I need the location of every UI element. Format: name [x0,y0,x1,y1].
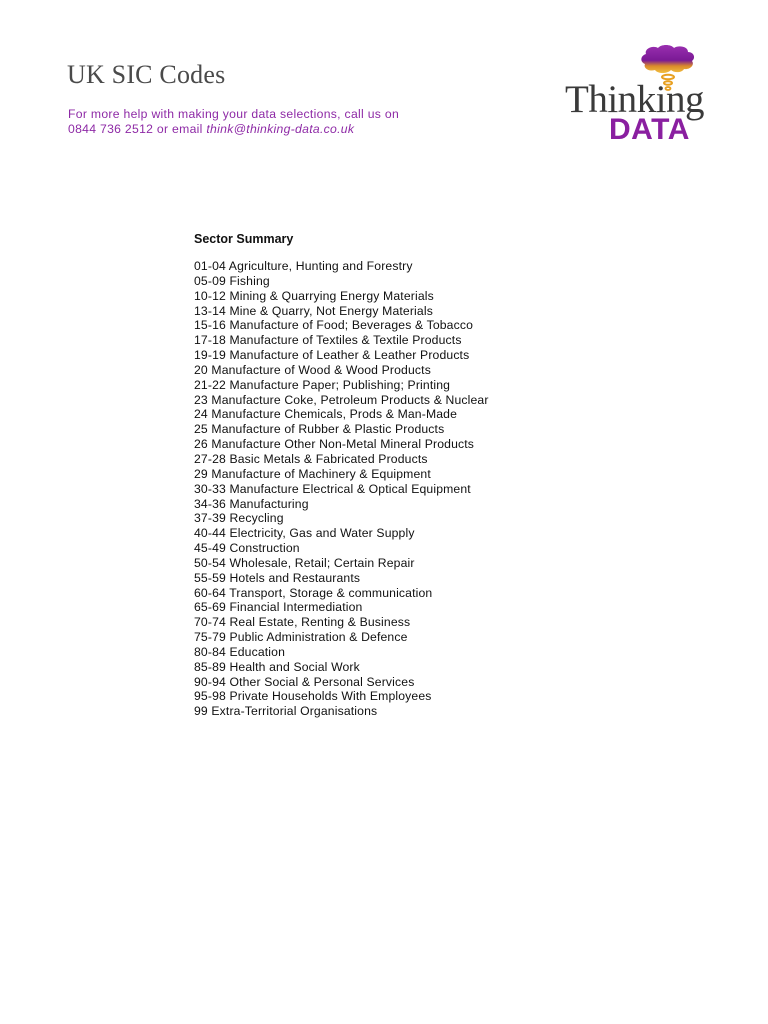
page-title: UK SIC Codes [67,60,226,89]
sector-item: 20 Manufacture of Wood & Wood Products [194,362,431,377]
sector-list [194,259,489,719]
sector-item: 95-98 Private Households With Employees [194,689,432,704]
sector-item: 37-39 Recycling [194,511,284,526]
sector-item: 29 Manufacture of Machinery & Equipment [194,466,431,481]
sector-item: 40-44 Electricity, Gas and Water Supply [194,526,415,541]
sector-item: 90-94 Other Social & Personal Services [194,674,415,689]
sector-summary [194,232,489,719]
sector-item: 45-49 Construction [194,541,300,556]
sector-summary-heading: Sector Summary [194,232,294,246]
sector-item: 34-36 Manufacturing [194,496,309,511]
sector-item: 75-79 Public Administration & Defence [194,630,408,645]
sector-item: 85-89 Health and Social Work [194,659,360,674]
logo-word-thinking: Thinking [565,78,704,121]
sector-item: 70-74 Real Estate, Renting & Business [194,615,411,630]
sector-item: 80-84 Education [194,644,286,659]
sector-item: 17-18 Manufacture of Textiles & Textile Products [194,333,462,348]
sector-item: 19-19 Manufacture of Leather & Leather Products [194,348,470,363]
sector-item: 55-59 Hotels and Restaurants [194,570,361,585]
thinking-data-logo [560,44,720,149]
sector-item: 50-54 Wholesale, Retail; Certain Repair [194,555,415,570]
help-line-1: For more help with making your data selections, call us on [68,107,400,121]
sector-item: 10-12 Mining & Quarrying Energy Materials [194,288,434,303]
sector-item: 99 Extra-Territorial Organisations [194,704,378,719]
sector-item: 21-22 Manufacture Paper; Publishing; Printing [194,377,451,392]
sector-item: 01-04 Agriculture, Hunting and Forestry [194,259,413,273]
sector-item: 05-09 Fishing [194,273,270,288]
logo-word-data: DATA [609,113,690,146]
sector-item: 27-28 Basic Metals & Fabricated Products [194,451,428,466]
help-phone: 0844 736 2512 or email [68,121,207,136]
sector-item: 15-16 Manufacture of Food; Beverages & Tobacco [194,318,474,333]
help-email-link[interactable]: think@thinking-data.co.uk [206,121,355,136]
sector-item: 24 Manufacture Chemicals, Prods & Man-Made [194,407,458,422]
sector-item: 30-33 Manufacture Electrical & Optical Equipment [194,481,471,496]
sector-item: 60-64 Transport, Storage & communication [194,585,433,600]
help-text [68,107,399,136]
help-line-2 [68,122,399,137]
sector-item: 65-69 Financial Intermediation [194,600,363,615]
sector-item: 25 Manufacture of Rubber & Plastic Products [194,422,445,437]
sector-item: 13-14 Mine & Quarry, Not Energy Materials [194,303,433,318]
sector-item: 26 Manufacture Other Non-Metal Mineral Products [194,437,475,452]
sector-item: 23 Manufacture Coke, Petroleum Products & Nuclear [194,392,489,407]
